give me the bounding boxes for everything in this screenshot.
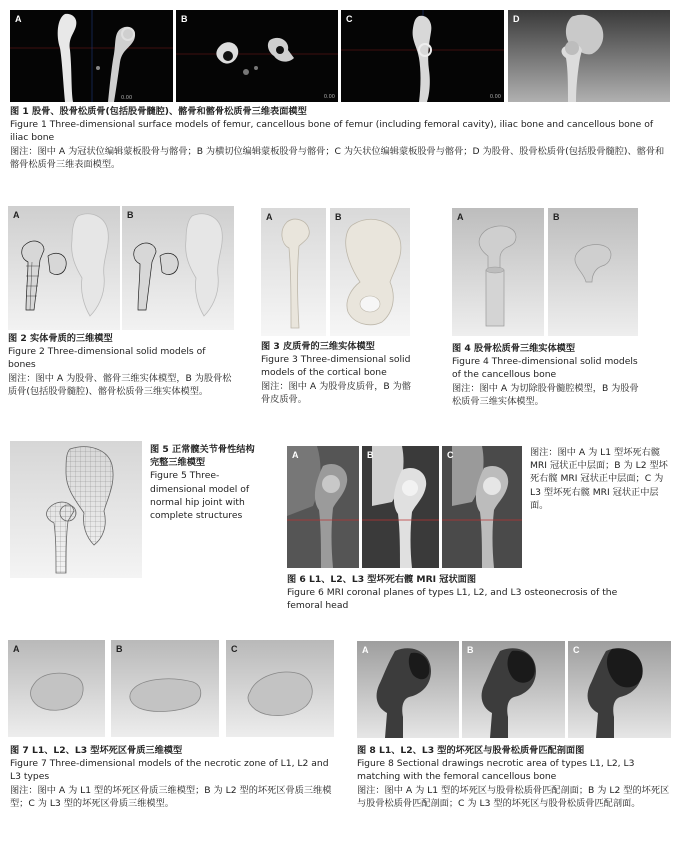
fig1-panel-c	[341, 10, 504, 102]
fig7-panel-c	[226, 640, 334, 737]
mri-image	[362, 446, 439, 568]
necrotic-zone-model-image	[226, 640, 334, 737]
fig7-note: 图注：图中 A 为 L1 型的坏死区骨质三维模型；B 为 L2 型的坏死区骨质三维模型；C 为 L3 型的坏死区骨质三维模型。	[10, 784, 332, 809]
fig3-panel-a	[261, 208, 326, 336]
panel-label: C	[447, 450, 454, 460]
fig2-title-en: Figure 2 Three-dimensional solid models of bones	[8, 346, 206, 371]
panel-label: B	[127, 210, 134, 220]
fig8-title-en: Figure 8 Sectional drawings necrotic area of types L1, L2, L3 matching with the femoral cancellous bone	[357, 758, 635, 783]
solid-model-image	[122, 206, 234, 330]
fig5-caption	[150, 443, 260, 522]
panel-label: C	[346, 14, 353, 24]
panel-label: B	[116, 644, 123, 654]
panel-label: B	[467, 645, 474, 655]
panel-label: A	[15, 14, 22, 24]
fig2-caption	[8, 332, 236, 398]
hip-joint-model-image	[10, 441, 142, 578]
scale-label: 0.00	[121, 95, 133, 101]
fig4-caption	[452, 342, 642, 408]
fig8-note: 图注：图中 A 为 L1 型的坏死区与股骨松质骨匹配剖面；B 为 L2 型的坏死区与股骨松质骨匹配剖面；C 为 L3 型的坏死区与股骨松质骨匹配剖面。	[357, 784, 670, 809]
necrotic-zone-model-image	[111, 640, 219, 737]
scale-label: 0.00	[489, 94, 501, 100]
panel-label: C	[231, 644, 238, 654]
fig1-panel-a	[10, 10, 173, 102]
ct-coronal-image	[10, 10, 173, 102]
mri-image	[442, 446, 522, 568]
fig3-note: 图注：图中 A 为股骨皮质骨，B 为髂骨皮质骨。	[261, 380, 411, 405]
section-drawing-image	[357, 641, 459, 738]
fig2-title-cn: 图 2 实体骨质的三维模型	[8, 333, 113, 344]
fig6-panel-b	[362, 446, 439, 568]
fig8-panel-a	[357, 641, 459, 738]
panel-label: A	[13, 210, 20, 220]
fig5-title-en: Figure 5 Three-dimensional model of normal hip joint with complete structures	[150, 470, 250, 522]
fig3-title-en: Figure 3 Three-dimensional solid models of the cortical bone	[261, 354, 411, 379]
fig3-panel-b	[330, 208, 410, 336]
necrotic-zone-model-image	[8, 640, 105, 737]
fig6-title-cn: 图 6 L1、L2、L3 型坏死右髋 MRI 冠状面图	[287, 574, 477, 585]
fig7-panel-b	[111, 640, 219, 737]
panel-label: B	[181, 14, 188, 24]
mri-image	[287, 446, 359, 568]
fig1-panel-b	[176, 10, 338, 102]
fig7-panel-a	[8, 640, 105, 737]
fig1-title-cn: 图 1 股骨、股骨松质骨(包括股骨髓腔)、髂骨和髂骨松质骨三维表面模型	[10, 106, 307, 117]
fig4-panel-a	[452, 208, 544, 336]
panel-label: C	[573, 645, 580, 655]
panel-label: D	[513, 14, 520, 24]
fig6-caption	[287, 573, 642, 613]
surface-model-image	[508, 10, 670, 102]
fig1-title-en: Figure 1 Three-dimensional surface models of femur, cancellous bone of femur (including femoral cavity), iliac bone and cancellous bone of iliac bone	[10, 119, 654, 144]
fig6-title-en: Figure 6 MRI coronal planes of types L1, L2, and L3 osteonecrosis of the femoral head	[287, 587, 618, 612]
fig2-panel-a	[8, 206, 120, 330]
fig8-panel-c	[568, 641, 671, 738]
fig1-panel-d	[508, 10, 670, 102]
fig7-title-en: Figure 7 Three-dimensional models of the necrotic zone of L1, L2 and L3 types	[10, 758, 329, 783]
solid-model-image	[8, 206, 120, 330]
fig2-note: 图注：图中 A 为股骨、髂骨三维实体模型，B 为股骨松质骨(包括股骨髓腔)、髂骨松质骨三维实体模型。	[8, 372, 232, 397]
fig7-caption	[10, 744, 340, 810]
fig3-caption	[261, 340, 411, 406]
panel-label: A	[457, 212, 464, 222]
fig7-title-cn: 图 7 L1、L2、L3 型坏死区骨质三维模型	[10, 745, 183, 756]
fig6-panel-a	[287, 446, 359, 568]
panel-label: B	[335, 212, 342, 222]
scale-label: 0.00	[323, 94, 335, 100]
fig1-note: 图注：图中 A 为冠状位编辑蒙板股骨与髂骨；B 为横切位编辑蒙板股骨与髂骨；C 为矢状位编辑蒙板股骨与髂骨；D 为股骨、股骨松质骨(包括股骨髓腔)、髂骨和髂骨松质骨三维表面模型。	[10, 145, 665, 170]
fig8-caption	[357, 744, 675, 810]
fig8-panel-b	[462, 641, 565, 738]
fig6-note: 图注：图中 A 为 L1 型坏死右髋 MRI 冠状正中层面；B 为 L2 型坏死右髋 MRI 冠状正中层面；C 为 L3 型坏死右髋 MRI 冠状正中层面。	[530, 447, 668, 511]
fig4-title-cn: 图 4 股骨松质骨三维实体模型	[452, 343, 576, 354]
panel-label: B	[553, 212, 560, 222]
panel-label: A	[292, 450, 299, 460]
cortical-bone-image	[330, 208, 410, 336]
section-drawing-image	[568, 641, 671, 738]
fig5-image	[10, 441, 142, 578]
fig1-caption	[10, 105, 670, 171]
cancellous-bone-image	[452, 208, 544, 336]
ct-axial-image	[176, 10, 338, 102]
fig6-panel-c	[442, 446, 522, 568]
cancellous-bone-image	[548, 208, 638, 336]
panel-label: A	[13, 644, 20, 654]
fig3-title-cn: 图 3 皮质骨的三维实体模型	[261, 341, 375, 352]
cortical-bone-image	[261, 208, 326, 336]
fig5-title-cn: 图 5 正常髋关节骨性结构完整三维模型	[150, 444, 255, 469]
fig2-panel-b	[122, 206, 234, 330]
panel-label: A	[362, 645, 369, 655]
ct-sagittal-image	[341, 10, 504, 102]
panel-label: A	[266, 212, 273, 222]
fig8-title-cn: 图 8 L1、L2、L3 型的坏死区与股骨松质骨匹配剖面图	[357, 745, 585, 756]
fig4-title-en: Figure 4 Three-dimensional solid models of the cancellous bone	[452, 356, 638, 381]
fig4-panel-b	[548, 208, 638, 336]
fig4-note: 图注：图中 A 为切除股骨髓腔模型，B 为股骨松质骨三维实体模型。	[452, 382, 639, 407]
section-drawing-image	[462, 641, 565, 738]
panel-label: B	[367, 450, 374, 460]
